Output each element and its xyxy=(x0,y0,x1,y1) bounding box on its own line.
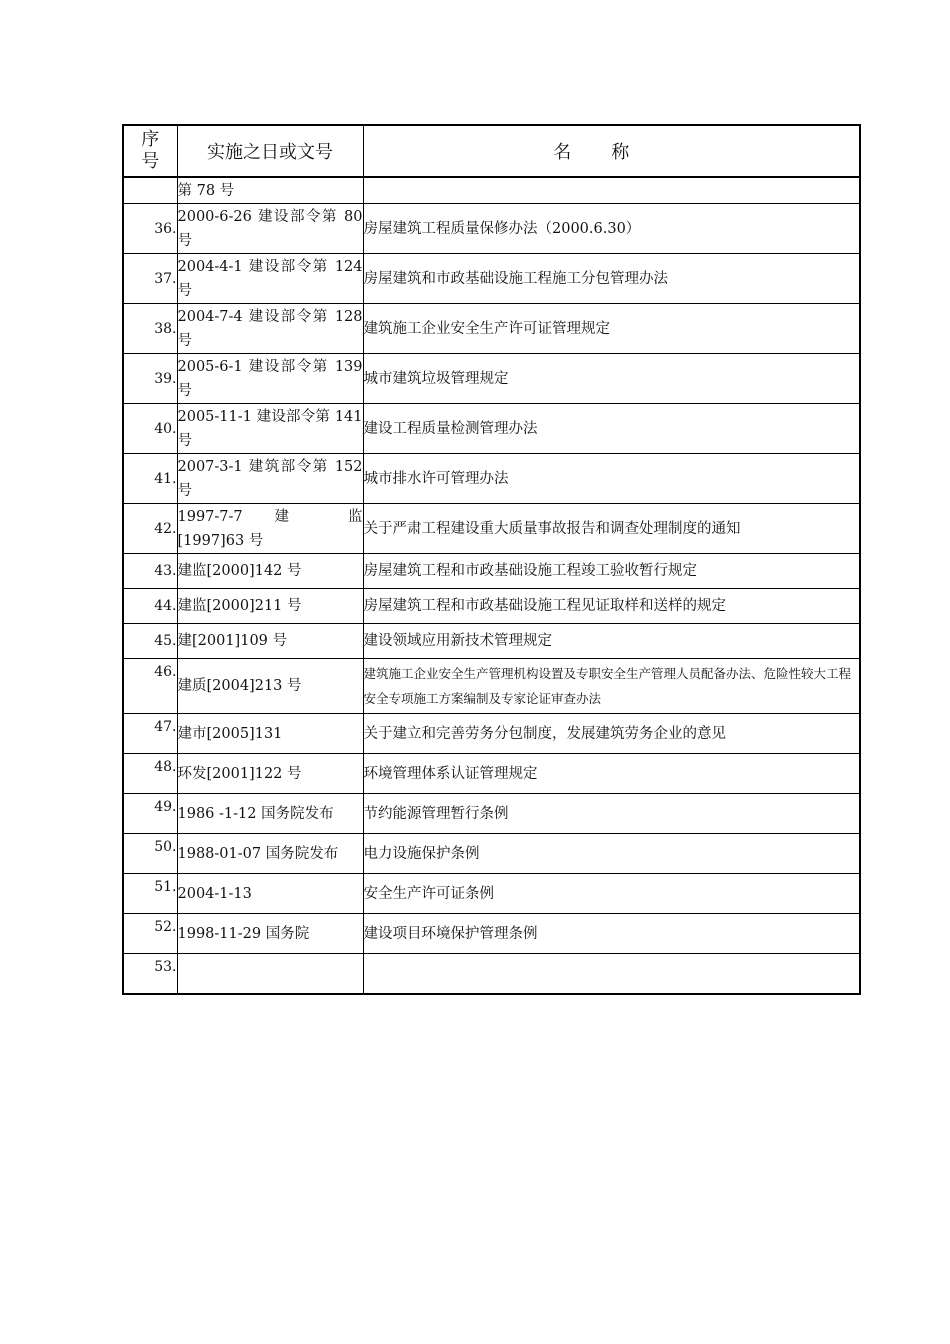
row-name: 电力设施保护条例 xyxy=(363,834,860,874)
table-row xyxy=(123,659,860,714)
table-row xyxy=(123,589,860,624)
row-date: 环发[2001]122 号 xyxy=(177,754,363,794)
row-name: 建筑施工企业安全生产管理机构设置及专职安全生产管理人员配备办法、危险性较大工程安全专项施工方案编制及专家论证审查办法 xyxy=(363,659,860,714)
row-no: 47. xyxy=(123,714,177,754)
table-row xyxy=(123,204,860,254)
table-row xyxy=(123,624,860,659)
row-name: 关于建立和完善劳务分包制度，发展建筑劳务企业的意见 xyxy=(363,714,860,754)
row-no: 41. xyxy=(123,454,177,504)
row-date: 建市[2005]131 xyxy=(177,714,363,754)
table-row xyxy=(123,834,860,874)
row-name xyxy=(363,954,860,995)
row-no: 43. xyxy=(123,554,177,589)
table-row xyxy=(123,354,860,404)
row-date xyxy=(177,504,363,554)
table-row xyxy=(123,504,860,554)
row-date: 1988-01-07 国务院发布 xyxy=(177,834,363,874)
row-date: 第 78 号 xyxy=(177,177,363,204)
row-date: 2000-6-26 建设部令第 80 号 xyxy=(177,204,363,254)
row-date xyxy=(177,954,363,995)
row-date: 建监[2000]142 号 xyxy=(177,554,363,589)
row-date: 2007-3-1 建筑部令第 152 号 xyxy=(177,454,363,504)
regulations-table xyxy=(122,124,861,995)
row-date: 1998-11-29 国务院 xyxy=(177,914,363,954)
row-no: 42. xyxy=(123,504,177,554)
row-date: 2005-11-1 建设部令第 141 号 xyxy=(177,404,363,454)
row-no xyxy=(123,177,177,204)
table-row xyxy=(123,554,860,589)
row-name: 建筑施工企业安全生产许可证管理规定 xyxy=(363,304,860,354)
row-date: 2004-1-13 xyxy=(177,874,363,914)
row-date: 2005-6-1 建设部令第 139 号 xyxy=(177,354,363,404)
row-no: 48. xyxy=(123,754,177,794)
row-name: 建设领域应用新技术管理规定 xyxy=(363,624,860,659)
header-name: 名称 xyxy=(363,125,860,177)
row-name: 城市排水许可管理办法 xyxy=(363,454,860,504)
row-name: 城市建筑垃圾管理规定 xyxy=(363,354,860,404)
row-no: 46. xyxy=(123,659,177,714)
row-no: 53. xyxy=(123,954,177,995)
header-date: 实施之日或文号 xyxy=(177,125,363,177)
row-name: 建设工程质量检测管理办法 xyxy=(363,404,860,454)
row-name: 房屋建筑和市政基础设施工程施工分包管理办法 xyxy=(363,254,860,304)
row-date: 2004-4-1 建设部令第 124 号 xyxy=(177,254,363,304)
row-no: 37. xyxy=(123,254,177,304)
table-row xyxy=(123,874,860,914)
row-no: 50. xyxy=(123,834,177,874)
row-date: 建[2001]109 号 xyxy=(177,624,363,659)
row-no: 38. xyxy=(123,304,177,354)
row-no: 36. xyxy=(123,204,177,254)
row-name: 安全生产许可证条例 xyxy=(363,874,860,914)
row-name: 房屋建筑工程质量保修办法（2000.6.30） xyxy=(363,204,860,254)
header-no xyxy=(123,125,177,177)
row-name xyxy=(363,177,860,204)
row-date: 2004-7-4 建设部令第 128 号 xyxy=(177,304,363,354)
table-row xyxy=(123,304,860,354)
row-name: 房屋建筑工程和市政基础设施工程见证取样和送样的规定 xyxy=(363,589,860,624)
table-row xyxy=(123,794,860,834)
row-date: 建监[2000]211 号 xyxy=(177,589,363,624)
row-name: 节约能源管理暂行条例 xyxy=(363,794,860,834)
row-no: 45. xyxy=(123,624,177,659)
row-no: 39. xyxy=(123,354,177,404)
row-no: 40. xyxy=(123,404,177,454)
table-row xyxy=(123,177,860,204)
table-row xyxy=(123,404,860,454)
row-date-line2: [1997]63 号 xyxy=(177,532,264,549)
table-row xyxy=(123,914,860,954)
table-row xyxy=(123,714,860,754)
table-row xyxy=(123,454,860,504)
row-no: 52. xyxy=(123,914,177,954)
row-name: 建设项目环境保护管理条例 xyxy=(363,914,860,954)
row-name: 关于严肃工程建设重大质量事故报告和调查处理制度的通知 xyxy=(363,504,860,554)
row-date-line1: 1997-7-7 建 监 xyxy=(177,508,363,525)
row-no: 51. xyxy=(123,874,177,914)
row-date: 1986 -1-12 国务院发布 xyxy=(177,794,363,834)
header-no-text: 序 号 xyxy=(141,129,160,172)
row-no: 44. xyxy=(123,589,177,624)
row-name: 环境管理体系认证管理规定 xyxy=(363,754,860,794)
row-no: 49. xyxy=(123,794,177,834)
row-date: 建质[2004]213 号 xyxy=(177,659,363,714)
row-name: 房屋建筑工程和市政基础设施工程竣工验收暂行规定 xyxy=(363,554,860,589)
table-row xyxy=(123,954,860,995)
table-row xyxy=(123,254,860,304)
table-row xyxy=(123,754,860,794)
table-header-row xyxy=(123,125,860,177)
